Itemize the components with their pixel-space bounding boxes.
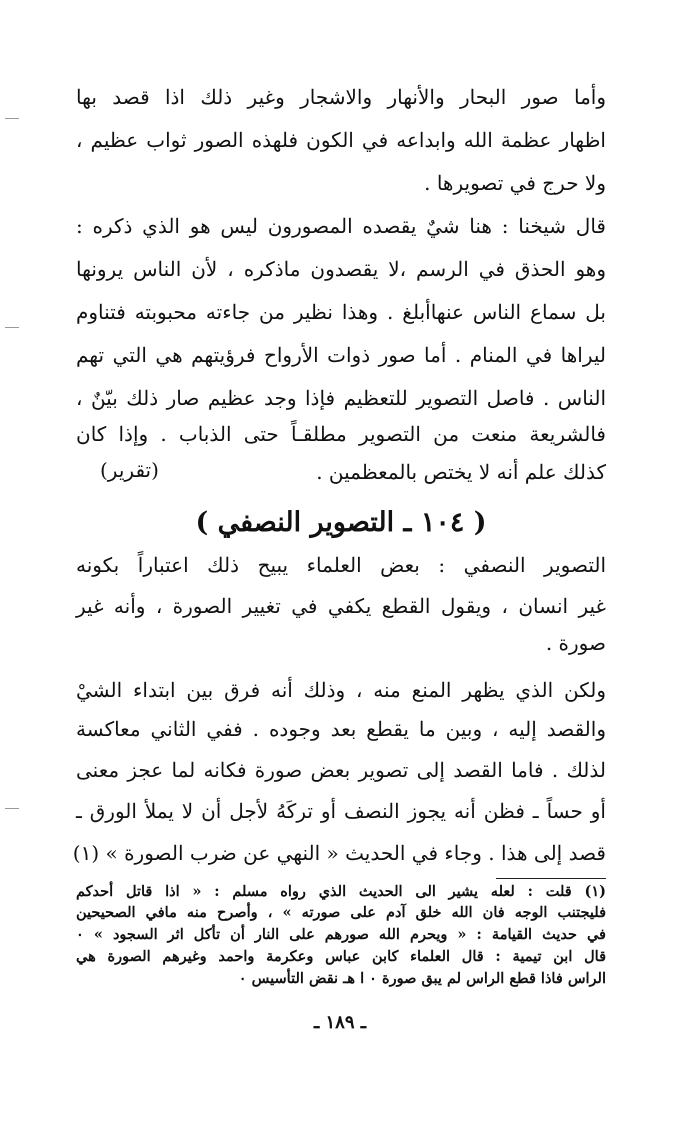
section-line-3: صورة . xyxy=(545,631,606,655)
page-number: ـ ١٨٩ ـ xyxy=(313,1012,367,1033)
section-line-7: أو حساً ـ فظن أنه يجوز النصف أو تركَهُ لأجل أن لا يملأ الورق ـ xyxy=(76,799,606,823)
section-line-2: غير انسان ، ويقول القطع يكفي في تغيير الصورة ، وأنه غير xyxy=(76,594,606,618)
margin-mark xyxy=(5,118,19,119)
footnote-separator xyxy=(496,878,606,879)
body-line-9: فالشريعة منعت من التصوير مطلقـاً حتى الذباب . وإذا كان xyxy=(76,422,606,446)
margin-mark xyxy=(5,808,19,809)
footnote-line-4: قال ابن تيمية : قال العلماء كابن عباس وعكرمة واحمد وغيرهم الصورة هي xyxy=(76,948,606,965)
footnote-line-2: فليجتنب الوجه فان الله خلق آدم على صورته » ، وأصرح منه مافي الصحيحين xyxy=(76,904,606,921)
body-line-1: وأما صور البحار والأنهار والاشجار وغير ذلك اذا قصد بها xyxy=(76,85,606,109)
footnote-line-3: في حديث القيامة : « ويحرم الله صورهم على النار أن تأكل اثر السجود » ٠ xyxy=(76,926,606,943)
footnote-line-1: (١) قلت : لعله يشير الى الحديث الذي رواه مسلم : « اذا قاتل أحدكم xyxy=(76,883,606,900)
body-line-4: قال شيخنا : هنا شيٌ يقصده المصورون ليس هو الذي ذكره : xyxy=(76,214,606,238)
section-line-8: قصد إلى هذا . وجاء في الحديث « النهي عن ضرب الصورة » (١) xyxy=(72,841,606,865)
section-line-4: ولكن الذي يظهر المنع منه ، وذلك أنه فرق بين ابتداء الشيْ xyxy=(76,678,606,702)
margin-mark xyxy=(5,327,19,328)
source-note: (تقرير) xyxy=(100,458,159,482)
section-line-1: التصوير النصفي : بعض العلماء يبيح ذلك اعتباراً بكونه xyxy=(76,553,606,577)
section-line-5: والقصد إليه ، وبين ما يقطع بعد وجوده . ففي الثاني معاكسة xyxy=(76,717,606,741)
footnote-line-5: الراس فاذا قطع الراس لم يبق صورة ٠ ا هـ نقض التأسيس ٠ xyxy=(238,970,606,987)
body-line-5: وهو الحذق في الرسم ،لا يقصدون ماذكره ، لأن الناس يرونها xyxy=(76,257,606,281)
section-line-6: لذلك . فاما القصد إلى تصوير بعض صورة فكانه لما عجز معنى xyxy=(76,758,606,782)
body-line-6: بل سماع الناس عنهاأبلغ . وهذا نظير من جاءته محبوبته فتناوم xyxy=(76,300,606,324)
body-line-2: اظهار عظمة الله وابداعه في الكون فلهذه الصور ثواب عظيم ، xyxy=(76,128,606,152)
section-heading: ( ١٠٤ ـ التصوير النصفي ) xyxy=(195,507,487,538)
body-line-3: ولا حرج في تصويرها . xyxy=(424,171,606,195)
body-line-7: ليراها في المنام . أما صور ذوات الأرواح فرؤيتهم هي التي تهم xyxy=(76,343,606,367)
body-line-8: الناس . فاصل التصوير للتعظيم فإذا وجد عظيم صار ذلك بيّنٌ ، xyxy=(76,386,606,410)
body-line-10: كذلك علم أنه لا يختص بالمعظمين . xyxy=(316,460,606,484)
